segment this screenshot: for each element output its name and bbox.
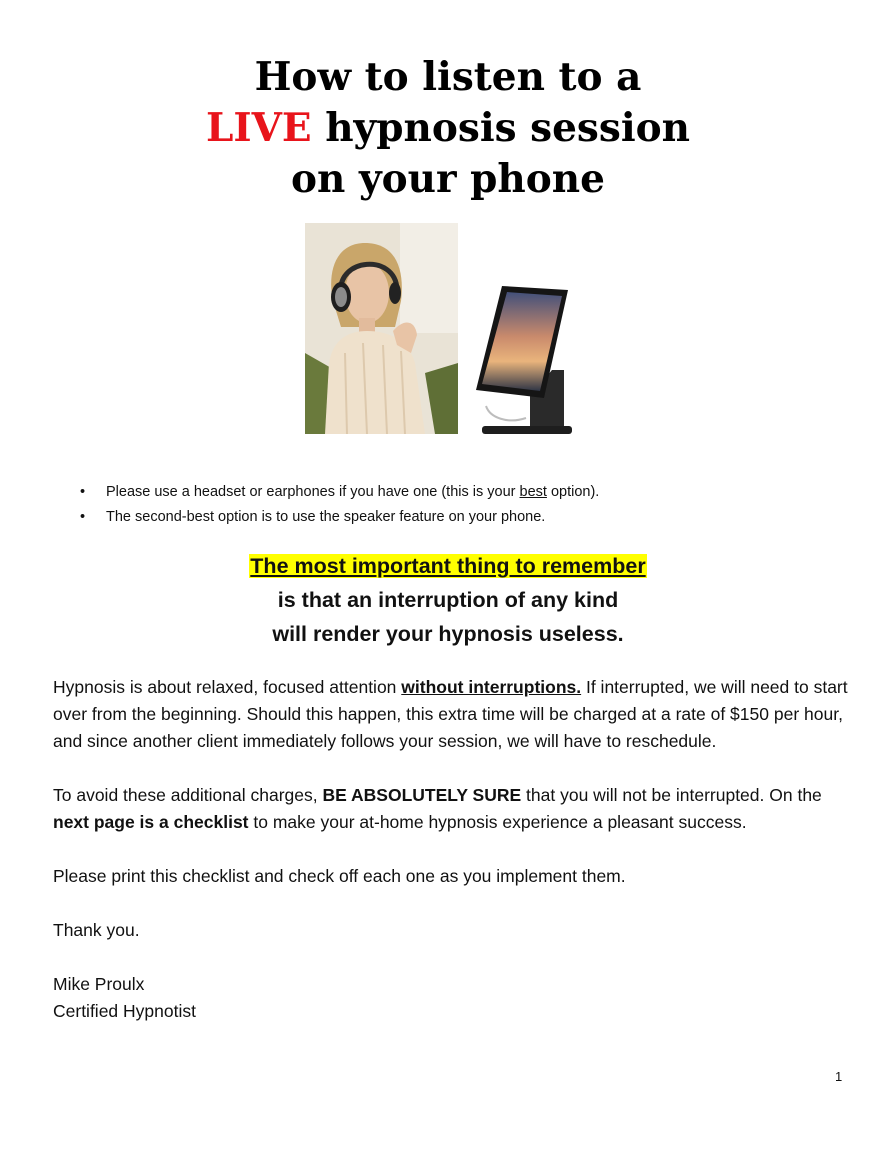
paragraph-print-checklist: Please print this checklist and check off each one as you implement them. — [53, 866, 626, 886]
page-number: 1 — [835, 1069, 843, 1084]
emphasis-next-page: next page is a checklist — [53, 812, 249, 832]
emphasis-without-interruptions: without interruptions. — [401, 677, 582, 697]
list-item — [80, 505, 840, 530]
bullet-marker: • — [80, 508, 86, 525]
title-line-2 — [0, 103, 896, 154]
signature-role: Certified Hypnotist — [53, 1001, 196, 1021]
thank-you: Thank you. — [53, 920, 140, 940]
page-title — [0, 52, 896, 205]
list-item-text-end: option). — [546, 484, 600, 500]
title-line-2-rest: hypnosis session — [311, 105, 691, 151]
smartphone-on-stand-image — [468, 278, 588, 436]
title-line-1: How to listen to a — [254, 54, 642, 100]
title-live-word: LIVE — [205, 105, 312, 151]
list-item — [80, 480, 840, 505]
callout-line-3: will render your hypnosis useless. — [272, 622, 624, 646]
list-item-text: Please use a headset or earphones if you have one (this is your — [106, 484, 520, 500]
paragraph-avoid-charges — [53, 782, 853, 836]
signature-name: Mike Proulx — [53, 974, 145, 994]
important-callout — [0, 549, 896, 651]
body-text — [53, 674, 853, 1025]
bullet-marker: • — [80, 484, 86, 500]
woman-with-headphones-photo — [305, 223, 458, 434]
para2-e: to make your at-home hypnosis experience a pleasant success. — [248, 812, 747, 832]
callout-highlight: The most important thing to remember — [250, 554, 646, 578]
title-line-3: on your phone — [291, 156, 605, 202]
para2-c: that you will not be interrupted. On the — [521, 785, 822, 805]
instructions-list — [80, 480, 840, 529]
list-item-text: The second-best option is to use the speaker feature on your phone. — [106, 508, 546, 525]
emphasis-be-absolutely-sure: BE ABSOLUTELY SURE — [322, 785, 522, 805]
para2-a: To avoid these additional charges, — [53, 785, 323, 805]
paragraph-interruptions — [53, 674, 853, 755]
para1-before: Hypnosis is about relaxed, focused attention — [53, 677, 402, 697]
para1-after: If interrupted, we will need to start over from the beginning. Should this happen, this extra time will be charged at a rate of $150 per hour, and since another client immediately follows your session, we will have to reschedule. — [53, 677, 848, 751]
emphasis-best: best — [519, 484, 547, 500]
callout-line-2: is that an interruption of any kind — [277, 588, 619, 612]
